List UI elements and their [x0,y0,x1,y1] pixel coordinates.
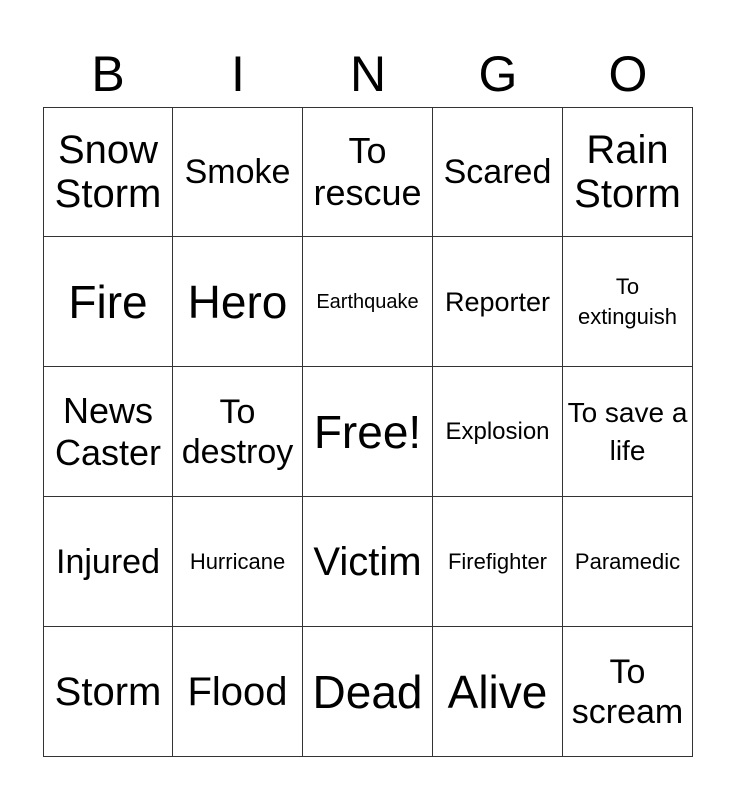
header-letter-i: I [231,46,245,102]
bingo-cell[interactable] [433,237,563,367]
cell-label: Storm [54,669,162,714]
bingo-cell[interactable] [563,627,693,757]
bingo-cell[interactable] [303,367,433,497]
cell-label: Victim [313,539,422,584]
cell-label: Fire [68,275,148,328]
cell-label: To scream [571,652,684,731]
bingo-cell[interactable] [303,237,433,367]
bingo-cell[interactable] [173,107,303,237]
bingo-cell[interactable] [303,627,433,757]
cell-label: Paramedic [574,548,681,574]
cell-label: Alive [447,665,548,718]
cell-label: Snow Storm [54,128,162,216]
cell-label: News Caster [54,389,162,473]
cell-label: Earthquake [316,290,419,313]
bingo-cell[interactable] [173,367,303,497]
header-letter-o: O [608,46,648,102]
bingo-cell[interactable] [303,107,433,237]
bingo-cell[interactable] [43,107,173,237]
bingo-cell[interactable] [563,107,693,237]
cell-label: To extinguish [577,273,678,329]
bingo-cell[interactable] [563,367,693,497]
cell-label: Reporter [444,286,551,317]
header-letter-g: G [478,46,518,102]
cell-label: Hurricane [189,548,286,574]
bingo-cell[interactable] [433,107,563,237]
cell-label: Hero [187,275,288,328]
bingo-cell[interactable] [433,497,563,627]
bingo-cell[interactable] [173,627,303,757]
bingo-cell[interactable] [433,367,563,497]
bingo-cell[interactable] [173,237,303,367]
cell-label: Firefighter [447,548,548,574]
bingo-cell[interactable] [43,497,173,627]
bingo-header [43,42,693,106]
cell-label: Rain Storm [574,128,681,216]
cell-label: Dead [312,665,423,718]
cell-label: To save a life [567,396,688,466]
bingo-cell[interactable] [433,627,563,757]
bingo-cell[interactable] [43,627,173,757]
cell-label: Smoke [184,153,291,191]
bingo-cell[interactable] [173,497,303,627]
cell-label: Explosion [445,417,550,445]
cell-label: Scared [443,153,552,191]
bingo-cell[interactable] [563,497,693,627]
cell-label: Free! [313,405,422,458]
cell-label: Injured [56,542,160,581]
cell-label: To destroy [181,392,294,471]
header-letter-n: N [349,46,387,102]
header-letter-b: B [91,46,125,102]
bingo-cell[interactable] [303,497,433,627]
cell-label: Flood [187,669,288,714]
cell-label: To rescue [313,130,422,213]
bingo-cell[interactable] [43,367,173,497]
bingo-cell[interactable] [563,237,693,367]
bingo-cell[interactable] [43,237,173,367]
bingo-card-grid [43,107,693,757]
